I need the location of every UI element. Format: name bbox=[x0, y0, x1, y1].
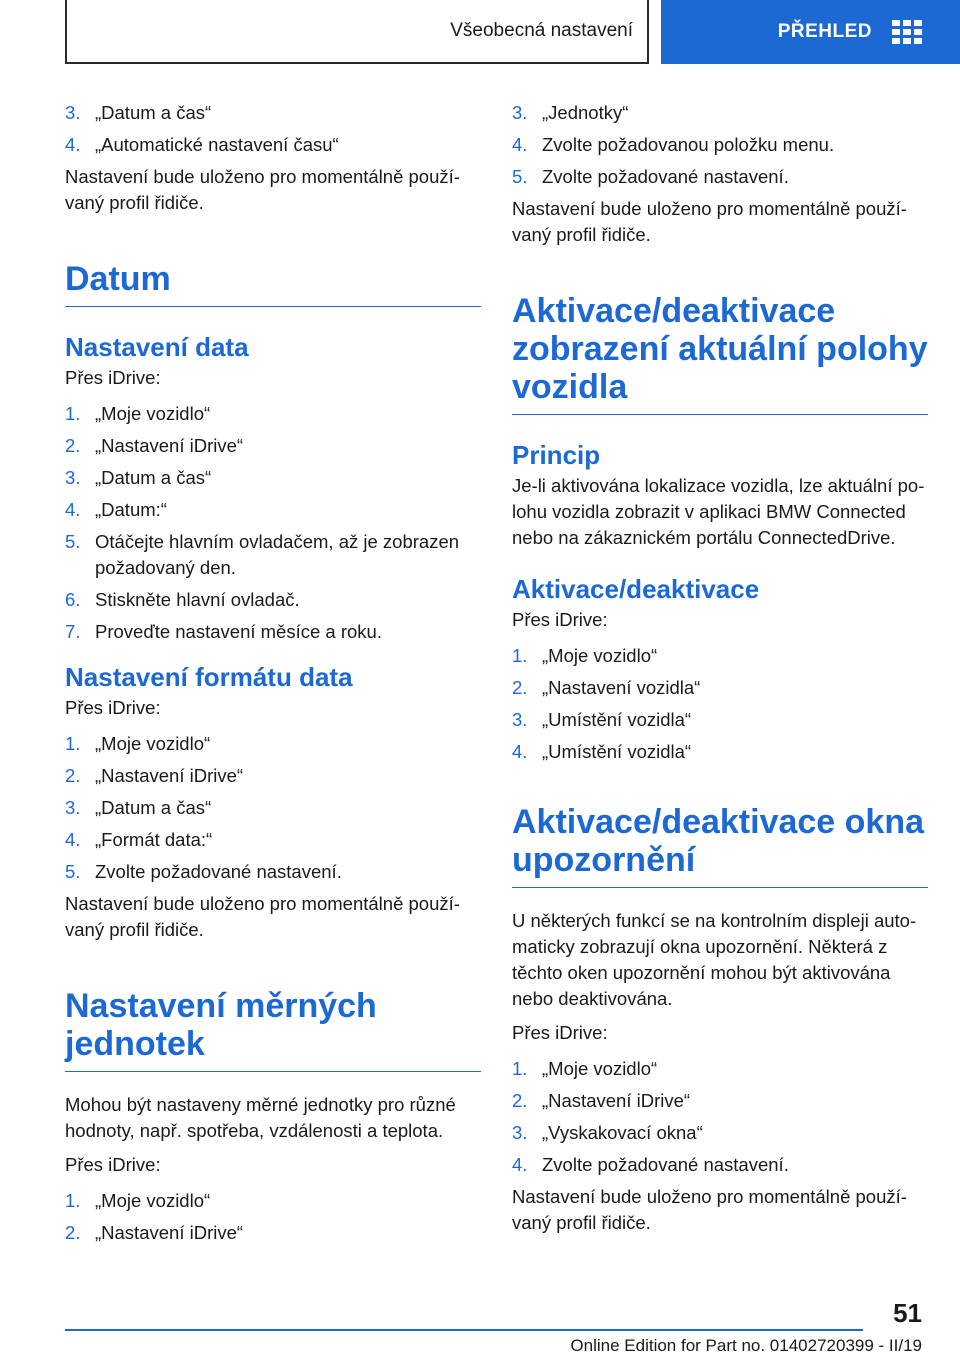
note-text: Nastavení bude uloženo pro momentálně používaný profil řidiče. bbox=[512, 198, 907, 245]
list-item bbox=[65, 529, 481, 581]
step-number: 2. bbox=[512, 677, 528, 698]
step-list bbox=[512, 1056, 928, 1178]
note-text: Nastavení bude uloženo pro momentálně používaný profil řidiče. bbox=[65, 893, 460, 940]
intro-text: Přes iDrive: bbox=[65, 697, 161, 718]
step-number: 3. bbox=[65, 467, 81, 488]
list-item bbox=[65, 497, 481, 523]
list-item bbox=[65, 763, 481, 789]
step-number: 4. bbox=[65, 829, 81, 850]
body-text: Mohou být nastaveny měrné jednotky pro různé hodnoty, např. spotřeba, vzdálenosti a teplota. bbox=[65, 1094, 456, 1141]
step-text: „Formát data:“ bbox=[95, 829, 213, 850]
step-number: 5. bbox=[65, 531, 81, 552]
step-number: 2. bbox=[65, 1222, 81, 1243]
step-text: „Umístění vozidla“ bbox=[542, 709, 692, 730]
step-number: 1. bbox=[512, 1058, 528, 1079]
step-text: „Vyskakovací okna“ bbox=[542, 1122, 703, 1143]
step-number: 1. bbox=[65, 1190, 81, 1211]
list-item bbox=[512, 132, 928, 158]
body-text: Je-li aktivována lokalizace vozidla, lze aktuální polohu vozidla zobrazit v aplikaci BMW Connected nebo na zákaznickém portálu ConnectedDrive. bbox=[512, 475, 925, 548]
list-item bbox=[512, 1056, 928, 1082]
list-item bbox=[512, 164, 928, 190]
body-text: U některých funkcí se na kontrolním displeji automaticky zobrazují okna upozornění. Některá z těchto oken upozornění mohou být aktivována nebo deaktivována. bbox=[512, 910, 917, 1009]
step-number: 4. bbox=[512, 1154, 528, 1175]
left-column bbox=[65, 100, 481, 1252]
list-item bbox=[65, 619, 481, 645]
heading-principle: Princip bbox=[512, 440, 601, 470]
step-number: 5. bbox=[512, 166, 528, 187]
heading-units: Nastavení měrných jednotek bbox=[65, 987, 481, 1072]
note-text: Nastavení bude uloženo pro momentálně používaný profil řidiče. bbox=[512, 1186, 907, 1233]
list-item bbox=[512, 1088, 928, 1114]
list-item bbox=[65, 795, 481, 821]
list-item bbox=[65, 587, 481, 613]
grid-icon bbox=[892, 20, 922, 44]
step-text: Otáčejte hlavním ovladačem, až je zobrazen požadovaný den. bbox=[95, 531, 460, 578]
section-title-text: Všeobecná nastavení bbox=[450, 20, 633, 41]
list-item bbox=[65, 132, 481, 158]
step-text: „Automatické nastavení času“ bbox=[95, 134, 339, 155]
heading-format-data: Nastavení formátu data bbox=[65, 662, 353, 692]
step-text: „Moje vozidlo“ bbox=[95, 1190, 211, 1211]
step-number: 4. bbox=[512, 134, 528, 155]
step-number: 4. bbox=[65, 134, 81, 155]
step-number: 4. bbox=[65, 499, 81, 520]
step-text: Zvolte požadované nastavení. bbox=[95, 861, 342, 882]
step-number: 3. bbox=[512, 102, 528, 123]
step-list bbox=[65, 100, 481, 158]
step-number: 1. bbox=[65, 733, 81, 754]
right-column bbox=[512, 100, 928, 1240]
step-text: „Datum a čas“ bbox=[95, 797, 212, 818]
step-text: „Umístění vozidla“ bbox=[542, 741, 692, 762]
step-text: „Nastavení iDrive“ bbox=[95, 765, 244, 786]
step-number: 6. bbox=[65, 589, 81, 610]
list-item bbox=[512, 675, 928, 701]
intro-text: Přes iDrive: bbox=[65, 367, 161, 388]
list-item bbox=[65, 1188, 481, 1214]
intro-text: Přes iDrive: bbox=[512, 1022, 608, 1043]
step-list bbox=[65, 401, 481, 645]
list-item bbox=[65, 433, 481, 459]
heading-popup: Aktivace/deaktivace okna upozornění bbox=[512, 803, 928, 888]
step-text: Zvolte požadované nastavení. bbox=[542, 166, 789, 187]
step-number: 3. bbox=[512, 709, 528, 730]
step-list bbox=[512, 643, 928, 765]
step-text: „Nastavení iDrive“ bbox=[542, 1090, 691, 1111]
step-list bbox=[65, 1188, 481, 1246]
step-text: „Moje vozidlo“ bbox=[95, 733, 211, 754]
list-item bbox=[65, 827, 481, 853]
step-number: 2. bbox=[512, 1090, 528, 1111]
step-text: „Jednotky“ bbox=[542, 102, 629, 123]
heading-datum: Datum bbox=[65, 260, 481, 307]
step-text: Zvolte požadovanou položku menu. bbox=[542, 134, 835, 155]
step-text: „Datum a čas“ bbox=[95, 102, 212, 123]
note-text: Nastavení bude uloženo pro momentálně používaný profil řidiče. bbox=[65, 166, 460, 213]
step-text: „Nastavení iDrive“ bbox=[95, 435, 244, 456]
step-text: Proveďte nastavení měsíce a roku. bbox=[95, 621, 382, 642]
intro-text: Přes iDrive: bbox=[65, 1154, 161, 1175]
list-item bbox=[512, 739, 928, 765]
step-number: 5. bbox=[65, 861, 81, 882]
chapter-title: PŘEHLED bbox=[777, 21, 872, 42]
step-number: 3. bbox=[512, 1122, 528, 1143]
list-item bbox=[512, 100, 928, 126]
list-item bbox=[65, 401, 481, 427]
list-item bbox=[512, 643, 928, 669]
step-text: „Moje vozidlo“ bbox=[542, 645, 658, 666]
step-text: „Nastavení vozidla“ bbox=[542, 677, 701, 698]
step-text: „Datum:“ bbox=[95, 499, 167, 520]
footer-divider bbox=[65, 1329, 863, 1331]
section-title bbox=[65, 0, 649, 64]
list-item bbox=[512, 1152, 928, 1178]
step-number: 7. bbox=[65, 621, 81, 642]
edition-text: Online Edition for Part no. 01402720399 - II/19 bbox=[570, 1336, 922, 1355]
step-number: 2. bbox=[65, 765, 81, 786]
step-number: 1. bbox=[65, 403, 81, 424]
list-item bbox=[512, 1120, 928, 1146]
step-number: 2. bbox=[65, 435, 81, 456]
step-text: „Moje vozidlo“ bbox=[95, 403, 211, 424]
step-text: „Moje vozidlo“ bbox=[542, 1058, 658, 1079]
heading-activation: Aktivace/deaktivace bbox=[512, 574, 760, 604]
chapter-tab[interactable] bbox=[661, 0, 960, 64]
list-item bbox=[512, 707, 928, 733]
step-text: „Datum a čas“ bbox=[95, 467, 212, 488]
intro-text: Přes iDrive: bbox=[512, 609, 608, 630]
list-item bbox=[65, 465, 481, 491]
list-item bbox=[65, 1220, 481, 1246]
step-text: Stiskněte hlavní ovladač. bbox=[95, 589, 300, 610]
step-text: Zvolte požadované nastavení. bbox=[542, 1154, 789, 1175]
step-number: 4. bbox=[512, 741, 528, 762]
step-list bbox=[65, 731, 481, 885]
list-item bbox=[65, 731, 481, 757]
page-number: 51 bbox=[893, 1298, 922, 1328]
step-text: „Nastavení iDrive“ bbox=[95, 1222, 244, 1243]
step-number: 1. bbox=[512, 645, 528, 666]
list-item bbox=[65, 859, 481, 885]
step-number: 3. bbox=[65, 102, 81, 123]
step-list bbox=[512, 100, 928, 190]
heading-nastaveni-data: Nastavení data bbox=[65, 332, 249, 362]
list-item bbox=[65, 100, 481, 126]
heading-location: Aktivace/deaktivace zobrazení aktuální polohy vozidla bbox=[512, 292, 928, 415]
step-number: 3. bbox=[65, 797, 81, 818]
